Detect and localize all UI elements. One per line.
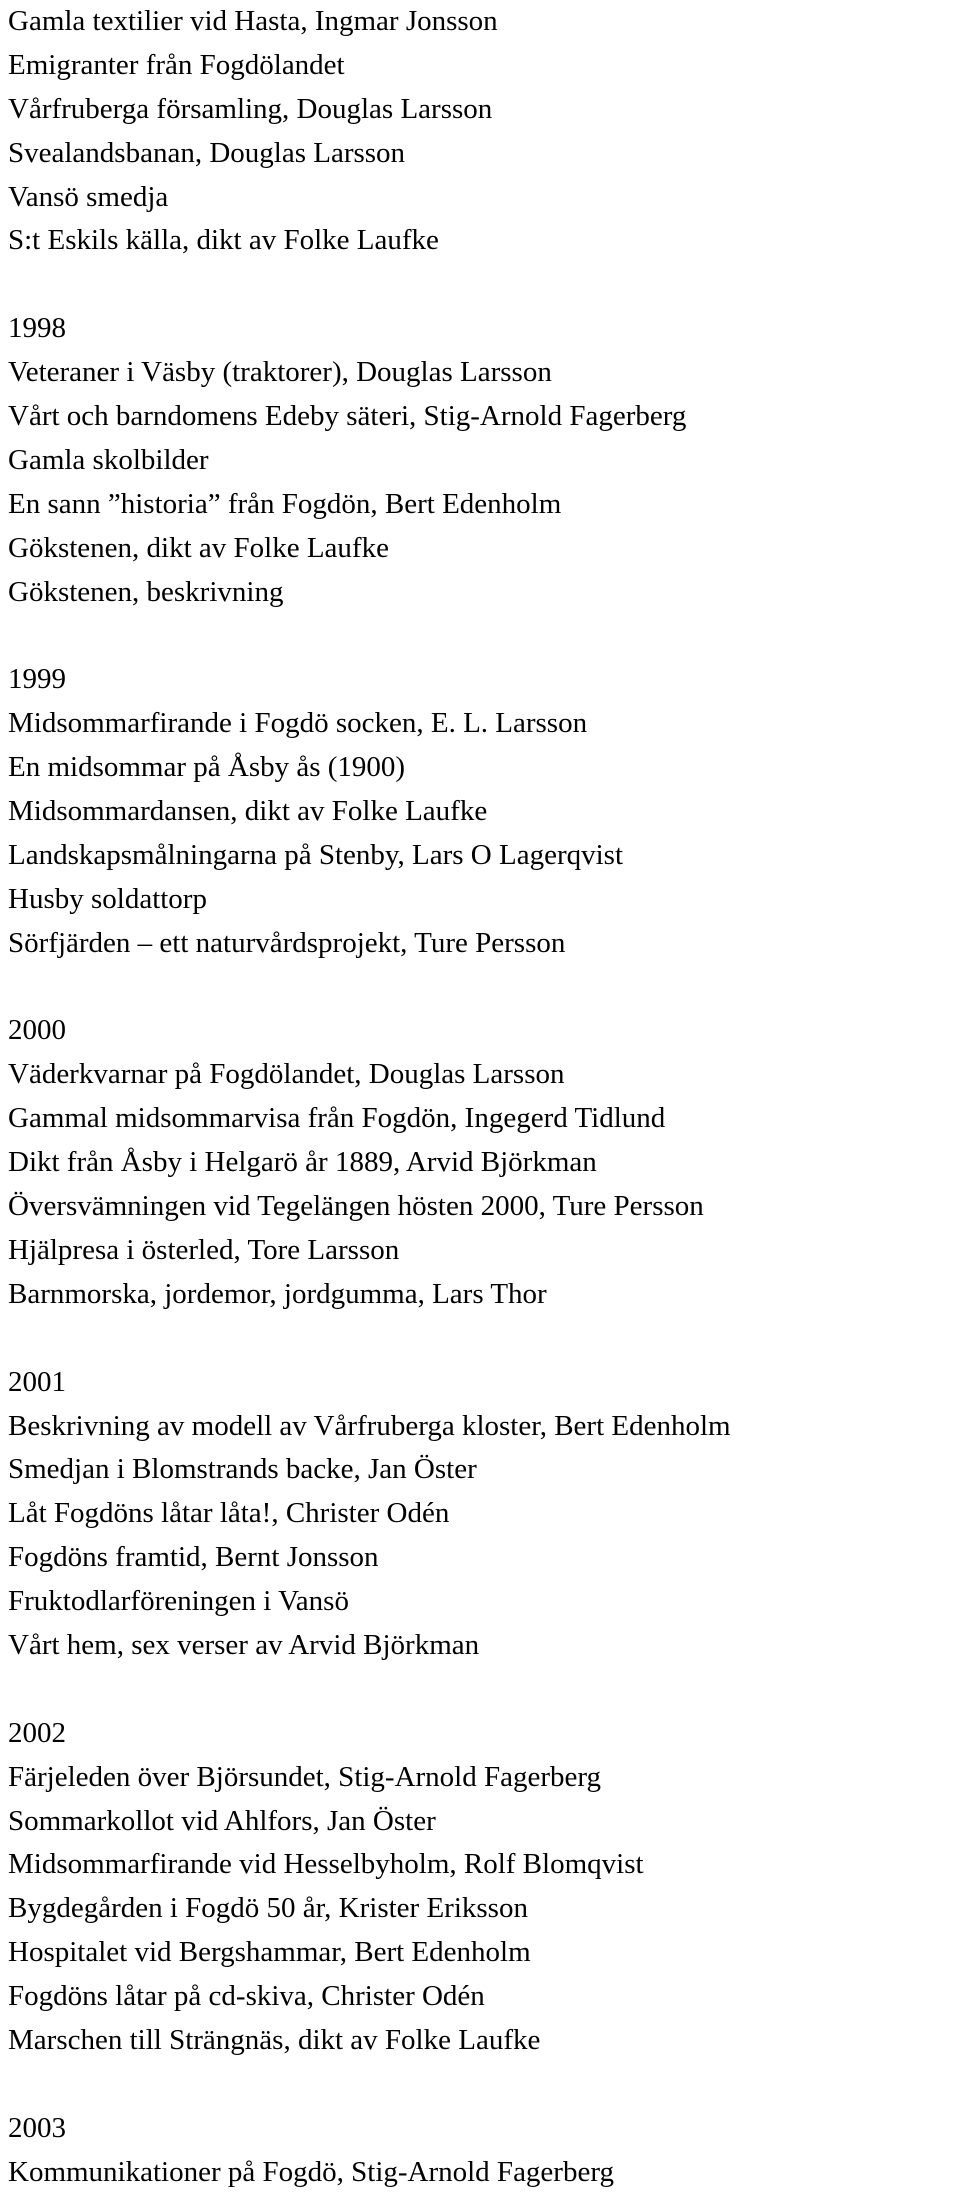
block-spacer xyxy=(8,263,958,307)
article-title: Smedjan i Blomstrands backe, Jan Öster xyxy=(8,1453,477,1486)
block-spacer xyxy=(8,966,958,1010)
block-spacer xyxy=(8,1317,958,1361)
article-title: Hjälpresa i österled, Tore Larsson xyxy=(8,1233,400,1266)
article-title: Vansö smedja xyxy=(8,180,169,213)
block-spacer xyxy=(8,2063,958,2107)
article-title: Översvämningen vid Tegelängen hösten 2000, Ture Persson xyxy=(8,1190,704,1223)
article-title: Fruktodlarföreningen i Vansö xyxy=(8,1585,349,1618)
article-title: Fogdöns låtar på cd-skiva, Christer Odén xyxy=(8,1980,485,2013)
article-title: Sommarkollot vid Ahlfors, Jan Öster xyxy=(8,1804,436,1837)
article-title: Sörfjärden – ett naturvårdsprojekt, Ture Persson xyxy=(8,926,566,959)
year-heading: 2002 xyxy=(8,1716,66,1749)
article-title: Midsommarfirande vid Hesselbyholm, Rolf Blomqvist xyxy=(8,1848,644,1881)
article-title: Gammal midsommarvisa från Fogdön, Ingegerd Tidlund xyxy=(8,1102,666,1135)
article-title: Kommunikationer på Fogdö, Stig-Arnold Fagerberg xyxy=(8,2155,614,2188)
article-title: Barnmorska, jordemor, jordgumma, Lars Thor xyxy=(8,1277,547,1310)
article-title: En sann ”historia” från Fogdön, Bert Edenholm xyxy=(8,487,562,520)
article-block-2002 xyxy=(8,1712,958,2063)
article-title: S:t Eskils källa, dikt av Folke Laufke xyxy=(8,224,439,257)
block-spacer xyxy=(8,614,958,658)
year-heading: 2003 xyxy=(8,2111,66,2144)
year-heading: 1999 xyxy=(8,663,66,696)
article-title: Vårt och barndomens Edeby säteri, Stig-Arnold Fagerberg xyxy=(8,400,687,433)
block-spacer xyxy=(8,1668,958,1712)
article-title: Dikt från Åsby i Helgarö år 1889, Arvid Björkman xyxy=(8,1146,597,1179)
article-block-2001 xyxy=(8,1361,958,1668)
article-title: Husby soldattorp xyxy=(8,882,207,915)
article-title: Vårfruberga församling, Douglas Larsson xyxy=(8,92,493,125)
article-title: Bygdegården i Fogdö 50 år, Krister Eriksson xyxy=(8,1892,528,1925)
article-title: Gökstenen, beskrivning xyxy=(8,575,284,608)
year-heading: 2001 xyxy=(8,1365,66,1398)
article-title: Midsommarfirande i Fogdö socken, E. L. Larsson xyxy=(8,707,588,740)
article-title: Färjeleden över Björsundet, Stig-Arnold Fagerberg xyxy=(8,1760,602,1793)
article-title: Svealandsbanan, Douglas Larsson xyxy=(8,136,406,169)
article-block-1998 xyxy=(8,307,958,614)
article-title: Gökstenen, dikt av Folke Laufke xyxy=(8,531,389,564)
article-title: Gamla skolbilder xyxy=(8,443,209,476)
article-block-1999 xyxy=(8,658,958,965)
article-block-0 xyxy=(8,0,958,263)
article-title: Emigranter från Fogdölandet xyxy=(8,48,345,81)
article-title: Väderkvarnar på Fogdölandet, Douglas Larsson xyxy=(8,1058,565,1091)
article-title: Landskapsmålningarna på Stenby, Lars O Lagerqvist xyxy=(8,838,624,871)
article-title: Hospitalet vid Bergshammar, Bert Edenholm xyxy=(8,1936,531,1969)
year-heading: 2000 xyxy=(8,1014,66,1047)
article-block-2000 xyxy=(8,1009,958,1316)
document-page xyxy=(8,0,958,2195)
article-title: Marschen till Strängnäs, dikt av Folke Laufke xyxy=(8,2023,541,2056)
article-title: Låt Fogdöns låtar låta!, Christer Odén xyxy=(8,1497,450,1530)
article-title: Midsommardansen, dikt av Folke Laufke xyxy=(8,795,488,828)
article-block-2003 xyxy=(8,2107,958,2195)
article-title: Vårt hem, sex verser av Arvid Björkman xyxy=(8,1628,480,1661)
article-title: Gamla textilier vid Hasta, Ingmar Jonsson xyxy=(8,5,498,37)
article-title: Beskrivning av modell av Vårfruberga kloster, Bert Edenholm xyxy=(8,1409,731,1442)
year-heading: 1998 xyxy=(8,312,66,345)
article-title: En midsommar på Åsby ås (1900) xyxy=(8,751,406,784)
article-title: Veteraner i Väsby (traktorer), Douglas Larsson xyxy=(8,356,552,389)
article-title: Fogdöns framtid, Bernt Jonsson xyxy=(8,1541,379,1574)
